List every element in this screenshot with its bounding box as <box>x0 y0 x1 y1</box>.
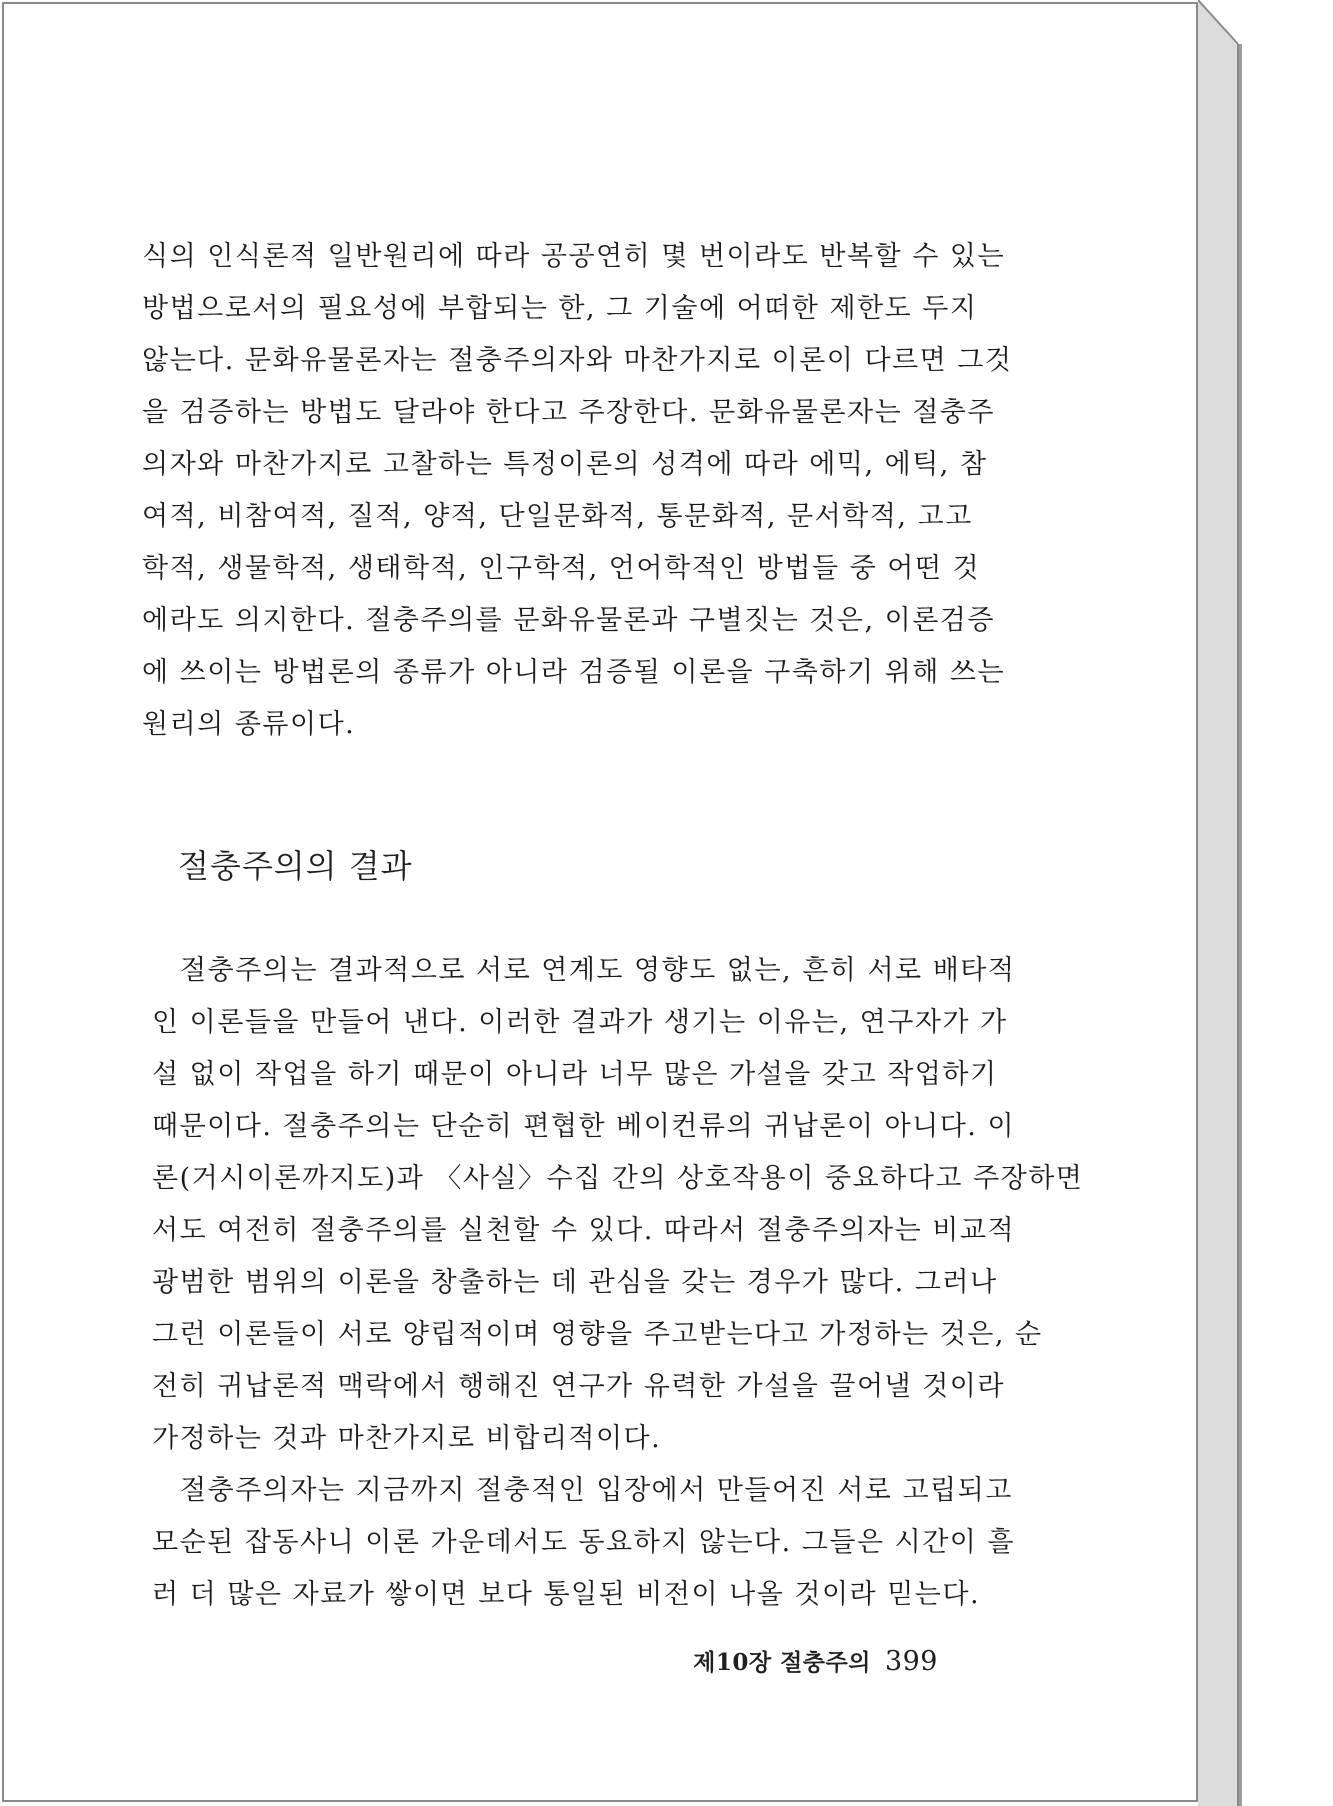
text-line: 에 쓰이는 방법론의 종류가 아니라 검증될 이론을 구축하기 위해 쓰는 <box>142 657 1006 688</box>
text-line: 절충주의는 결과적으로 서로 연계도 영향도 없는, 흔히 서로 배타적 <box>180 955 1016 986</box>
text-line: 여적, 비참여적, 질적, 양적, 단일문화적, 통문화적, 문서학적, 고고 <box>142 501 973 532</box>
text-line: 원리의 종류이다. <box>142 709 356 740</box>
text-line: 절충주의자는 지금까지 절충적인 입장에서 만들어진 서로 고립되고 <box>180 1475 1013 1506</box>
text-line: 전히 귀납론적 맥락에서 행해진 연구가 유력한 가설을 끌어낼 것이라 <box>152 1371 1005 1402</box>
text-line: 방법으로서의 필요성에 부합되는 한, 그 기술에 어떠한 제한도 두지 <box>142 293 978 324</box>
text-line: 론(거시이론까지도)과 〈사실〉수집 간의 상호작용이 중요하다고 주장하면 <box>152 1163 1084 1194</box>
text-line: 설 없이 작업을 하기 때문이 아니라 너무 많은 가설을 갖고 작업하기 <box>152 1059 998 1090</box>
text-line: 광범한 범위의 이론을 창출하는 데 관심을 갖는 경우가 많다. 그러나 <box>152 1267 998 1298</box>
text-line: 모순된 잡동사니 이론 가운데서도 동요하지 않는다. 그들은 시간이 흘 <box>152 1527 1016 1558</box>
text-line: 식의 인식론적 일반원리에 따라 공공연히 몇 번이라도 반복할 수 있는 <box>142 241 1006 272</box>
section-heading: 절충주의의 결과 <box>178 847 413 885</box>
text-line: 그런 이론들이 서로 양립적이며 영향을 주고받는다고 가정하는 것은, 순 <box>152 1319 1043 1350</box>
text-line: 때문이다. 절충주의는 단순히 편협한 베이컨류의 귀납론이 아니다. 이 <box>152 1111 1016 1142</box>
chapter-label: 제10장 절충주의 <box>693 1649 871 1676</box>
page-footer <box>693 1644 938 1677</box>
text-line: 서도 여전히 절충주의를 실천할 수 있다. 따라서 절충주의자는 비교적 <box>152 1215 1016 1246</box>
text-line: 을 검증하는 방법도 달라야 한다고 주장한다. 문화유물론자는 절충주 <box>142 397 995 428</box>
text-line: 러 더 많은 자료가 쌓이면 보다 통일된 비전이 나올 것이라 믿는다. <box>152 1579 981 1610</box>
text-line: 가정하는 것과 마찬가지로 비합리적이다. <box>152 1423 662 1454</box>
text-line: 에라도 의지한다. 절충주의를 문화유물론과 구별짓는 것은, 이론검증 <box>142 605 995 636</box>
book-page <box>2 2 1198 1802</box>
text-line: 않는다. 문화유물론자는 절충주의자와 마찬가지로 이론이 다르면 그것 <box>142 345 1013 376</box>
text-line: 의자와 마찬가지로 고찰하는 특정이론의 성격에 따라 에믹, 에틱, 참 <box>142 449 988 480</box>
text-line: 인 이론들을 만들어 낸다. 이러한 결과가 생기는 이유는, 연구자가 가 <box>152 1007 1008 1038</box>
page-number: 399 <box>884 1646 938 1677</box>
text-line: 학적, 생물학적, 생태학적, 인구학적, 언어학적인 방법들 중 어떤 것 <box>142 553 981 584</box>
